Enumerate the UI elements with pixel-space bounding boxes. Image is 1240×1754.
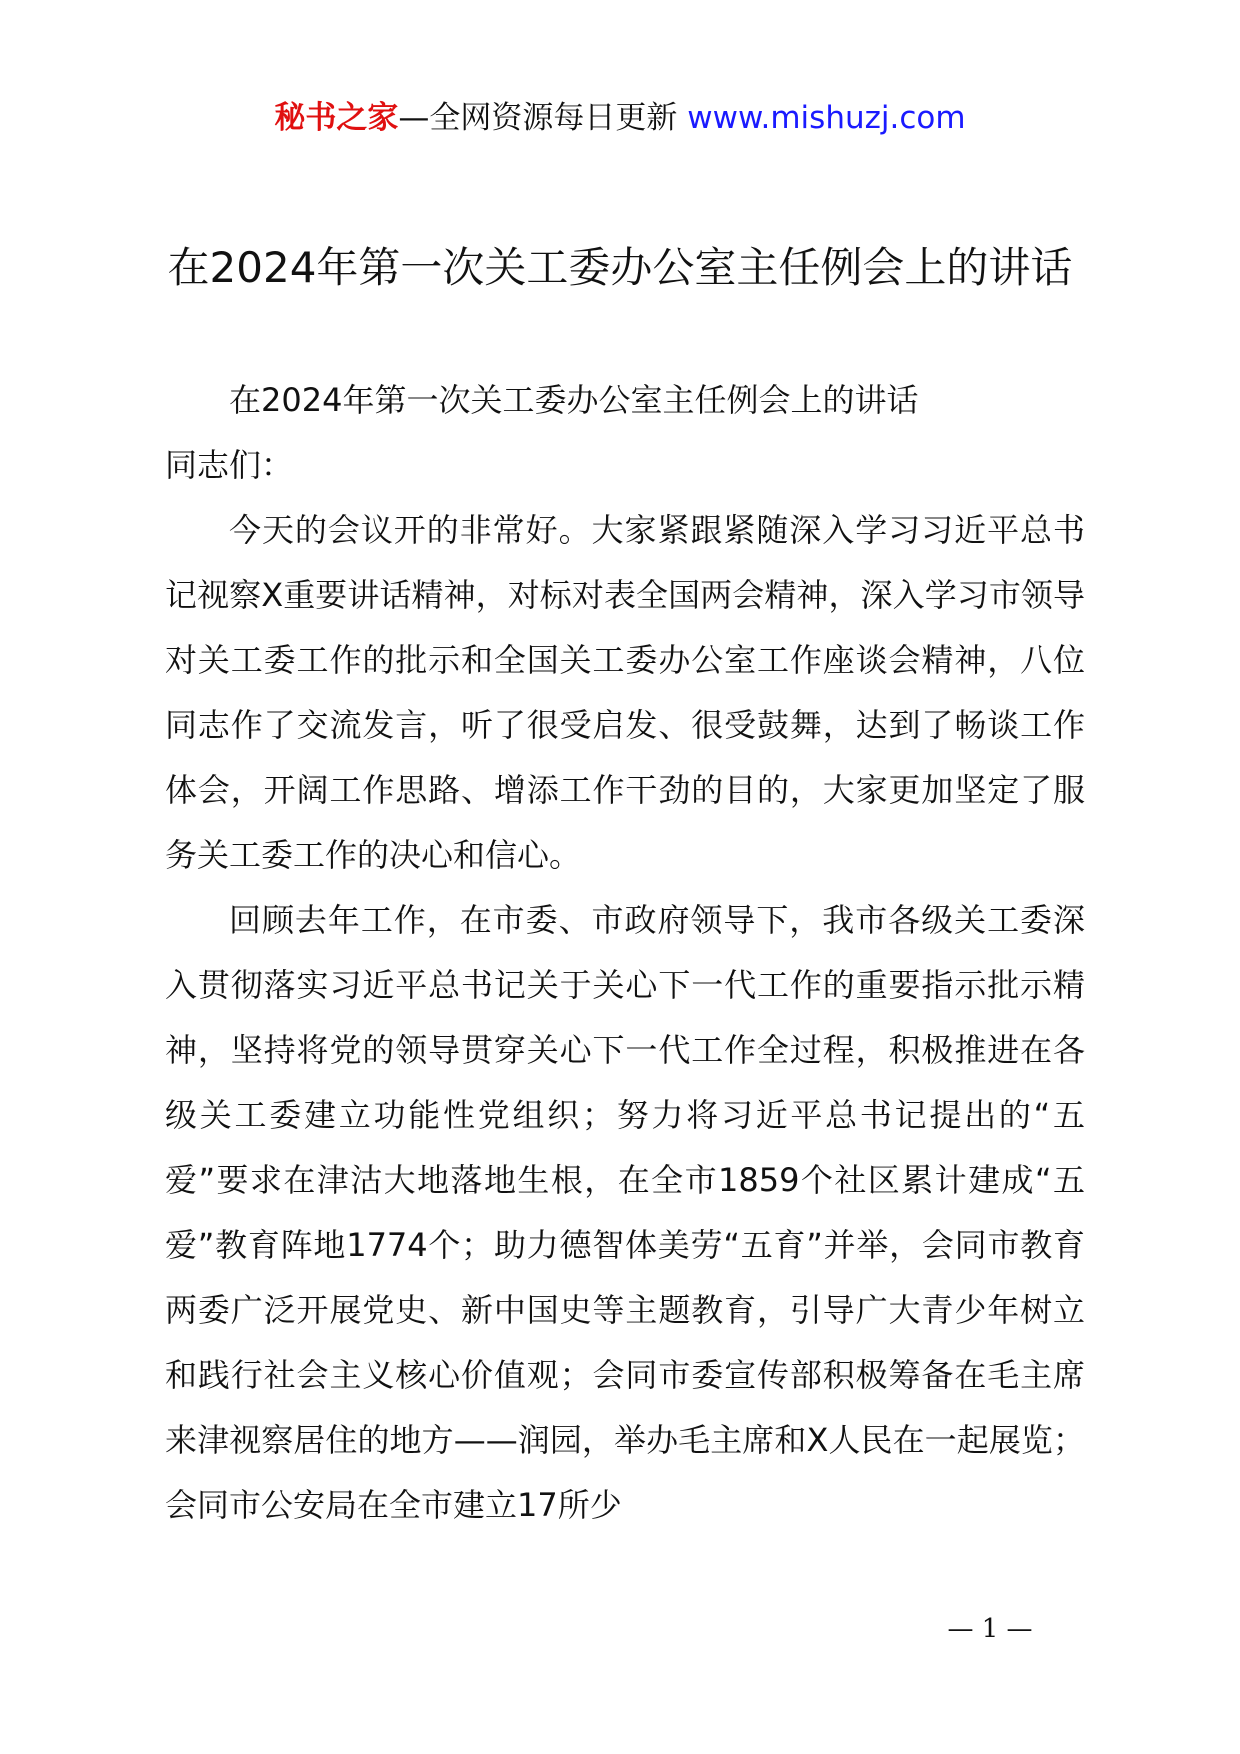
site-brand: 秘书之家 [274,100,399,136]
body-paragraph: 今天的会议开的非常好。大家紧跟紧随深入学习习近平总书记视察X重要讲话精神，对标对表全国两会精神，深入学习市领导对关工委工作的批示和全国关工委办公室工作座谈会精神，八位同志作了交流发言，听了很受启发、很受鼓舞，达到了畅谈工作体会，开阔工作思路、增添工作干劲的目的，大家更加坚定了服务关工委工作的决心和信心。 [165,511,1085,874]
body-paragraph: 回顾去年工作，在市委、市政府领导下，我市各级关工委深入贯彻落实习近平总书记关于关心下一代工作的重要指示批示精神，坚持将党的领导贯穿关心下一代工作全过程，积极推进在各级关工委建立功能性党组织；努力将习近平总书记提出的“五爱”要求在津沽大地落地生根，在全市1859个社区累计建成“五爱”教育阵地1774个；助力德智体美劳“五育”并举，会同市教育两委广泛开展党史、新中国史等主题教育，引导广大青少年树立和践行社会主义核心价值观；会同市委宣传部积极筹备在毛主席来津视察居住的地方——润园，举办毛主席和X人民在一起展览；会同市公安局在全市建立17所少 [165,901,1085,1524]
site-url-link[interactable]: www.mishuzj.com [687,100,966,136]
site-header [0,98,1240,138]
document-subtitle: 在2024年第一次关工委办公室主任例会上的讲话 [229,381,919,419]
page-number: — 1 — [947,1614,1033,1644]
document-body [165,368,1085,1538]
salutation: 同志们： [165,446,294,484]
document-title: 在2024年第一次关工委办公室主任例会上的讲话 [167,243,1073,292]
site-tagline: —全网资源每日更新 [398,100,678,136]
